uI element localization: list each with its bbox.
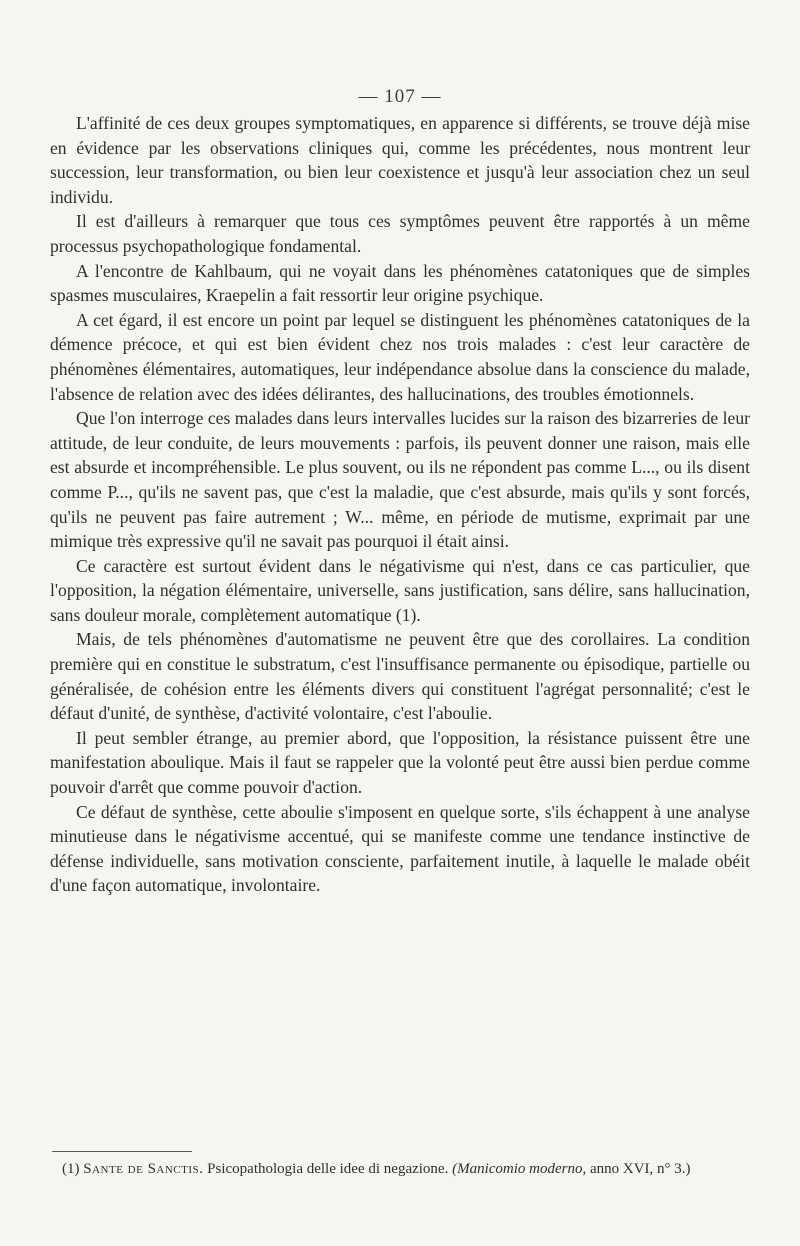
footnote-volume: anno XVI, n° 3.): [589, 1161, 691, 1177]
paragraph: Il est d'ailleurs à remarquer que tous ces symptômes peuvent être rapportés à un même processus psychopathologique fondamental.: [50, 211, 750, 256]
footnote-divider: [52, 1151, 192, 1152]
footnote-source: (Manicomio moderno,: [452, 1161, 587, 1177]
paragraph: L'affinité de ces deux groupes symptomatiques, en apparence si différents, se trouve déjà mise en évidence par les observations cliniques qui, comme les précédentes, nous montrent leur succession, leur transformation, ou bien leur coexistence et jusqu'à leur association chez un seul individu.: [50, 113, 750, 207]
footnote-author: Sante de Sanctis.: [83, 1161, 204, 1177]
main-text: [50, 111, 750, 898]
paragraph: Ce défaut de synthèse, cette aboulie s'imposent en quelque sorte, s'ils échappent à une analyse minutieuse dans le négativisme accentué, qui se manifeste comme une tendance instinctive de défense individuelle, sans motivation consciente, parfaitement inutile, à laquelle le malade obéit d'une façon automatique, involontaire.: [50, 801, 750, 896]
footnote-marker: (1): [62, 1161, 80, 1177]
paragraph: A l'encontre de Kahlbaum, qui ne voyait dans les phénomènes catatoniques que de simples spasmes musculaires, Kraepelin a fait ressortir leur origine psychique.: [50, 260, 750, 306]
paragraph: Mais, de tels phénomènes d'automatisme ne peuvent être que des corollaires. La condition première qui en constitue le substratum, c'est l'insuffisance permanente ou épisodique, partielle ou généralisée, de cohésion entre les éléments divers qui constituent l'agrégat personnalité; c'est le défaut d'unité, de synthèse, d'activité volontaire, c'est l'aboulie.: [50, 629, 750, 724]
paragraph: Il peut sembler étrange, au premier abord, que l'opposition, la résistance puissent être une manifestation aboulique. Mais il faut se rappeler que la volonté peut être aussi bien perdue comme pouvoir d'arrêt que comme pouvoir d'action.: [50, 727, 750, 798]
paragraph: Que l'on interroge ces malades dans leurs intervalles lucides sur la raison des bizarreries de leur attitude, de leur conduite, de leurs mouvements : parfois, ils peuvent donner une raison, mais elle est absurde et incompréhensible. Le plus souvent, ou ils ne répondent pas comme L..., ou ils disent comme P..., qu'ils ne savent pas, que c'est la maladie, que c'est absurde, mais qu'ils y sont forcés, qu'ils ne peuvent pas faire autrement ; W... même, en période de mutisme, exprimait par une mimique très expressive qu'il ne savait pas pourquoi il était ainsi.: [50, 408, 750, 552]
paragraph: A cet égard, il est encore un point par lequel se distinguent les phénomènes catatoniques de la démence précoce, et qui est bien évident chez nos trois malades : c'est leur caractère de phénomènes élémentaires, automatiques, leur indépendance absolue dans la conscience du malade, l'absence de relation avec des idées délirantes, des hallucinations, des troubles émotionnels.: [50, 309, 750, 404]
footnote: [50, 1160, 750, 1178]
footnote-title: Psicopathologia delle idee di negazione.: [207, 1161, 449, 1177]
page-number: — 107 —: [358, 86, 442, 107]
paragraph: Ce caractère est surtout évident dans le négativisme qui n'est, dans ce cas particulier, que l'opposition, la négation élémentaire, universelle, sans justification, sans délire, sans hallucination, sans douleur morale, complètement automatique (1).: [50, 555, 750, 625]
